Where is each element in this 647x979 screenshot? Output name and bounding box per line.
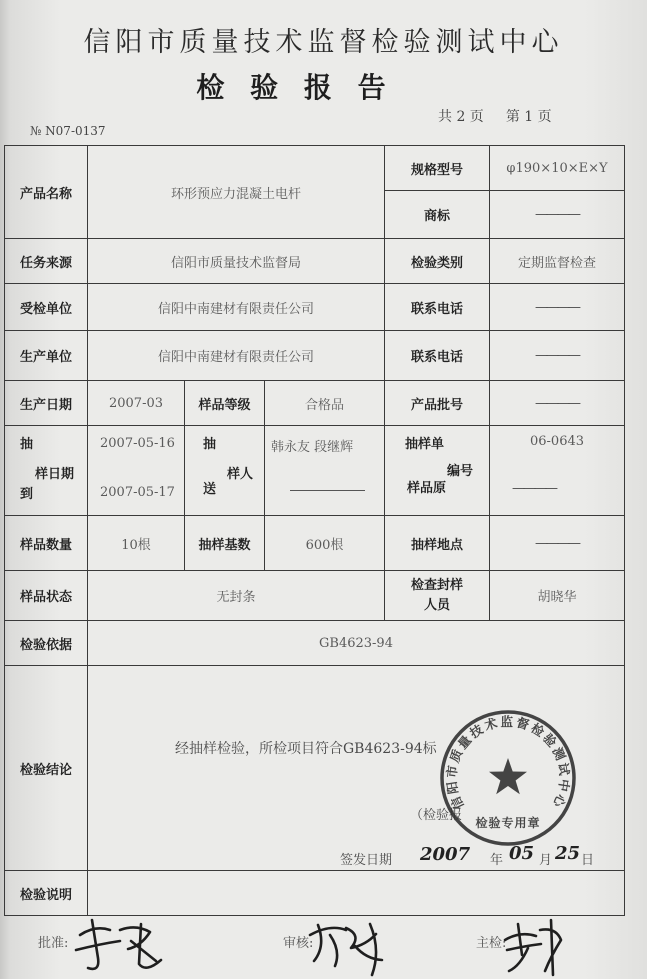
sealer-label-part: 人员: [423, 597, 450, 613]
report-table: [4, 145, 625, 916]
sampling-base-value: 600根: [265, 516, 385, 571]
sampling-place-value: ————: [490, 516, 625, 571]
product-name-label: 产品名称: [5, 146, 88, 239]
conclusion-cell: [88, 666, 625, 871]
issue-date-label: 签发日期: [340, 853, 393, 868]
sampling-date-label: [5, 426, 88, 516]
sampler-blank-line: [290, 490, 365, 491]
producer-phone-value: ————: [490, 331, 625, 381]
inspection-type-value: 定期监督检查: [490, 239, 625, 284]
sampling-date-label-part: 样日期: [35, 467, 75, 482]
producer-value: 信阳中南建材有限责任公司: [88, 331, 385, 381]
sampler-label-part: 样人: [227, 467, 254, 482]
sampling-date-label-part: 抽: [20, 437, 34, 452]
signature-approver: [76, 920, 161, 969]
sampling-sheet-no: 06-0643: [530, 434, 585, 449]
producer-phone-label: 联系电话: [385, 331, 490, 381]
signatures: [0, 900, 647, 979]
report-number: № N07-0137: [30, 124, 106, 138]
trademark-value: ————: [490, 191, 625, 239]
signature-reviewer: [310, 924, 382, 975]
production-date-label: 生产日期: [5, 381, 88, 426]
issue-month-unit: 月: [539, 853, 553, 868]
issue-year: 2007: [420, 844, 471, 865]
issue-month: 05: [509, 843, 535, 864]
sealer-value: 胡晓华: [490, 571, 625, 621]
issue-day: 25: [555, 843, 581, 864]
page-indicator: [438, 106, 552, 126]
sampling-date-to: 2007-05-17: [100, 485, 175, 500]
sampler-label-part: 送: [203, 482, 217, 497]
sample-no-label-part: 编号: [447, 464, 474, 479]
production-date-value: 2007-03: [88, 381, 185, 426]
issue-day-unit: 日: [581, 853, 595, 868]
remarks-label: 检验说明: [5, 871, 88, 916]
sampler-label: [185, 426, 265, 516]
official-seal: [433, 703, 583, 853]
page-total: 共 2 页: [438, 109, 484, 125]
inspected-phone-label: 联系电话: [385, 284, 490, 331]
sampler-names: 韩永友 段继辉: [271, 440, 354, 455]
issue-year-unit: 年: [490, 853, 504, 868]
conclusion-text: 经抽样检验，所检项目符合GB4623-94标: [175, 741, 437, 757]
page-current: 第 1 页: [505, 109, 552, 125]
batch-no-label: 产品批号: [385, 381, 490, 426]
sampler-values: [265, 426, 385, 516]
sample-qty-value: 10根: [88, 516, 185, 571]
sample-grade-value: 合格品: [265, 381, 385, 426]
chief-inspector-label: 主检:: [476, 936, 507, 951]
sampling-date-values: [88, 426, 185, 516]
sampler-label-part: 抽: [203, 437, 217, 452]
sample-state-label: 样品状态: [5, 571, 88, 621]
sample-no-label-part: 抽样单: [405, 437, 445, 452]
sample-grade-label: 样品等级: [185, 381, 265, 426]
conclusion-label: 检验结论: [5, 666, 88, 871]
seal-center-text: 检验专用章: [475, 816, 541, 830]
sample-qty-label: 样品数量: [5, 516, 88, 571]
sealer-label-part: 检查封样: [410, 577, 463, 593]
trademark-label: 商标: [385, 191, 490, 239]
product-name-value: 环形预应力混凝土电杆: [88, 146, 385, 239]
sample-no-label-part: 样品原: [407, 481, 447, 496]
inspection-type-label: 检验类别: [385, 239, 490, 284]
sampling-date-from: 2007-05-16: [100, 436, 175, 451]
review-label: 审核:: [283, 936, 314, 951]
doc-title: 检 验 报 告: [196, 71, 394, 104]
sealer-label: [385, 571, 490, 621]
sample-no-label: [385, 426, 490, 516]
original-sample-no: ————: [512, 481, 556, 496]
sample-no-values: [490, 426, 625, 516]
sample-state-value: 无封条: [88, 571, 385, 621]
seal-star-icon: [489, 758, 527, 794]
basis-value: GB4623-94: [88, 621, 625, 666]
task-source-label: 任务来源: [5, 239, 88, 284]
inspected-unit-value: 信阳中南建材有限责任公司: [88, 284, 385, 331]
seal-ring-textpath: 信阳市质量技术监督检验测试中心: [443, 713, 573, 812]
inspected-unit-label: 受检单位: [5, 284, 88, 331]
task-source-value: 信阳市质量技术监督局: [88, 239, 385, 284]
signature-chief-inspector: [505, 920, 561, 975]
producer-label: 生产单位: [5, 331, 88, 381]
basis-label: 检验依据: [5, 621, 88, 666]
spec-model-value: φ190×10×E×Y: [490, 146, 625, 191]
spec-model-label: 规格型号: [385, 146, 490, 191]
sampling-place-label: 抽样地点: [385, 516, 490, 571]
sampling-date-label-part: 到: [20, 487, 34, 502]
sampling-base-label: 抽样基数: [185, 516, 265, 571]
seal-note: （检验报: [410, 808, 463, 823]
approve-label: 批准:: [38, 936, 69, 951]
inspected-phone-value: ————: [490, 284, 625, 331]
org-title: 信阳市质量技术监督检验测试中心: [83, 27, 564, 58]
batch-no-value: ————: [490, 381, 625, 426]
